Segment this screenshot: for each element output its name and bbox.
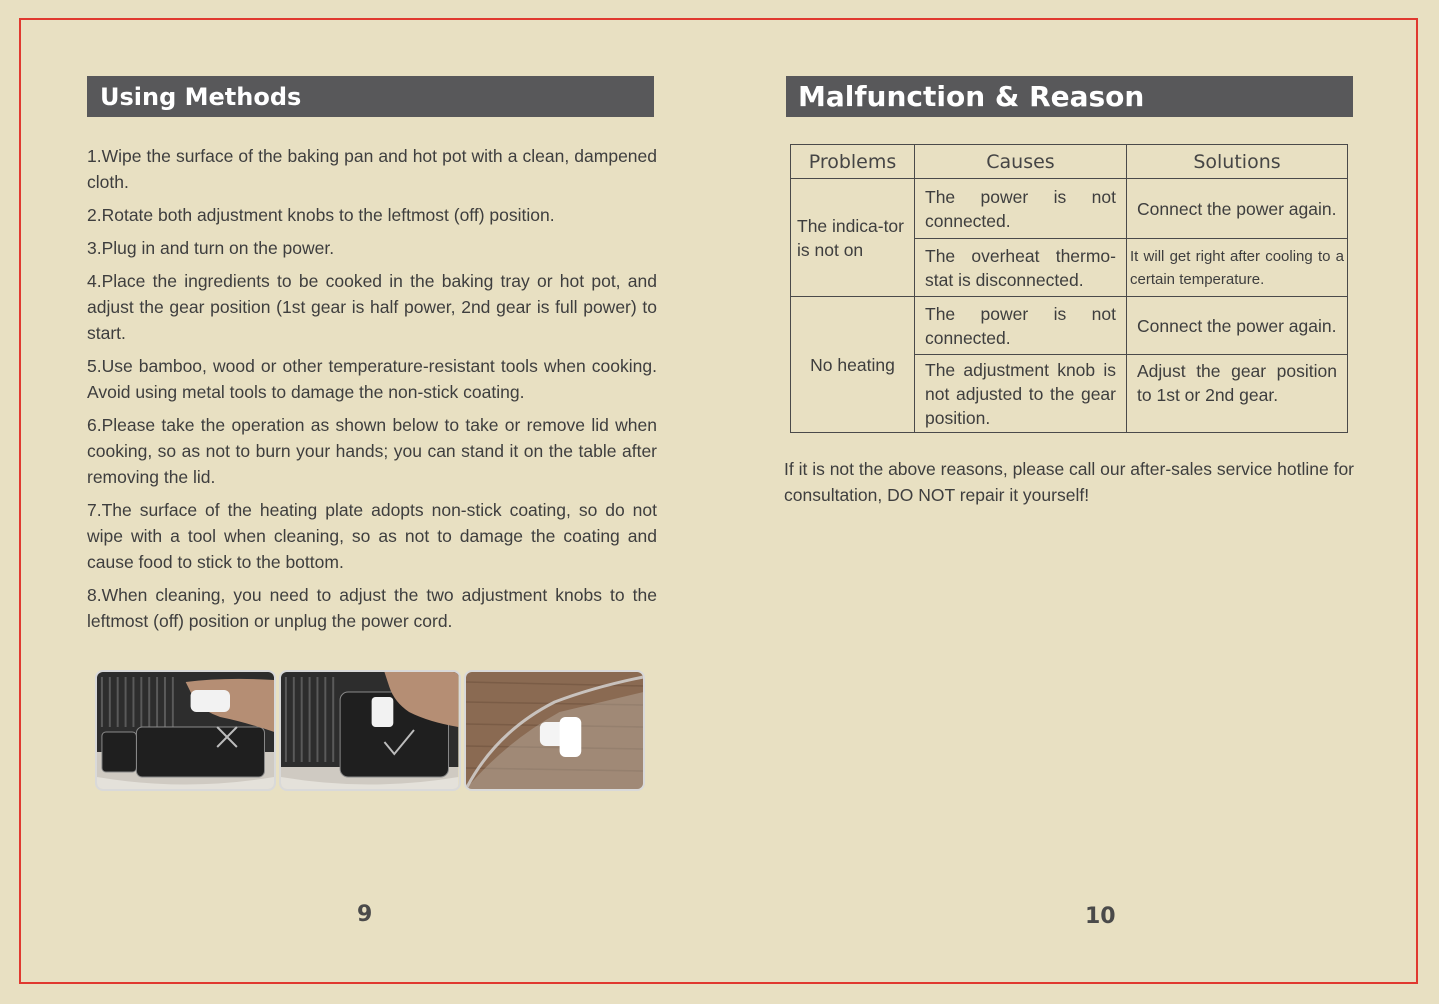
photo-correct-lid-grip [279, 670, 460, 791]
malfunction-table [790, 144, 1348, 433]
solution-cell: Connect the power again. [1127, 179, 1348, 239]
cause-cell: The power is not connected. [915, 297, 1127, 355]
problem-cell: No heating [791, 297, 915, 433]
cause-cell: The power is not connected. [915, 179, 1127, 239]
using-methods-header [87, 76, 654, 117]
solution-cell: Adjust the gear position to 1st or 2nd gear. [1127, 355, 1348, 433]
header-problems: Problems [791, 145, 915, 179]
after-sales-note: If it is not the above reasons, please call our after-sales service hotline for consultation, DO NOT repair it yourself! [784, 459, 1355, 505]
header-causes: Causes [915, 145, 1127, 179]
table-header-row [791, 145, 1348, 179]
using-methods-title: Using Methods [100, 82, 302, 111]
header-solutions: Solutions [1127, 145, 1348, 179]
photo-wrong-lid-grip [95, 670, 276, 791]
step-item: 6.Please take the operation as shown below to take or remove lid when cooking, so as not to burn your hands; you can stand it on the table after removing the lid. [87, 415, 657, 487]
step-item: 2.Rotate both adjustment knobs to the leftmost (off) position. [87, 205, 555, 225]
malfunction-title: Malfunction & Reason [798, 80, 1145, 113]
page-number-right: 10 [1085, 904, 1116, 929]
cause-cell: The adjustment knob is not adjusted to the gear position. [915, 355, 1127, 433]
step-item: 5.Use bamboo, wood or other temperature-resistant tools when cooking. Avoid using metal tools to damage the non-stick coating. [87, 356, 657, 402]
problem-cell: The indica-tor is not on [791, 179, 915, 297]
step-item: 3.Plug in and turn on the power. [87, 238, 335, 258]
table-row [791, 297, 1348, 355]
malfunction-header [786, 76, 1353, 117]
step-item: 8.When cleaning, you need to adjust the two adjustment knobs to the leftmost (off) position or unplug the power cord. [87, 585, 657, 631]
using-methods-steps [87, 143, 657, 641]
step-item: 4.Place the ingredients to be cooked in the baking tray or hot pot, and adjust the gear position (1st gear is half power, 2nd gear is full power) to start. [87, 271, 657, 343]
step-item: 1.Wipe the surface of the baking pan and hot pot with a clean, dampened cloth. [87, 146, 657, 192]
solution-cell: Connect the power again. [1127, 297, 1348, 355]
page-number-left: 9 [357, 902, 373, 927]
table-row [791, 179, 1348, 239]
solution-cell: It will get right after cooling to a certain temperature. [1127, 239, 1348, 297]
photo-lid-standing [464, 670, 645, 791]
lid-operation-photos [95, 670, 645, 791]
step-item: 7.The surface of the heating plate adopts non-stick coating, so do not wipe with a tool when cleaning, so as not to damage the coating and cause food to stick to the bottom. [87, 500, 657, 572]
cause-cell: The overheat thermo-stat is disconnected. [915, 239, 1127, 297]
